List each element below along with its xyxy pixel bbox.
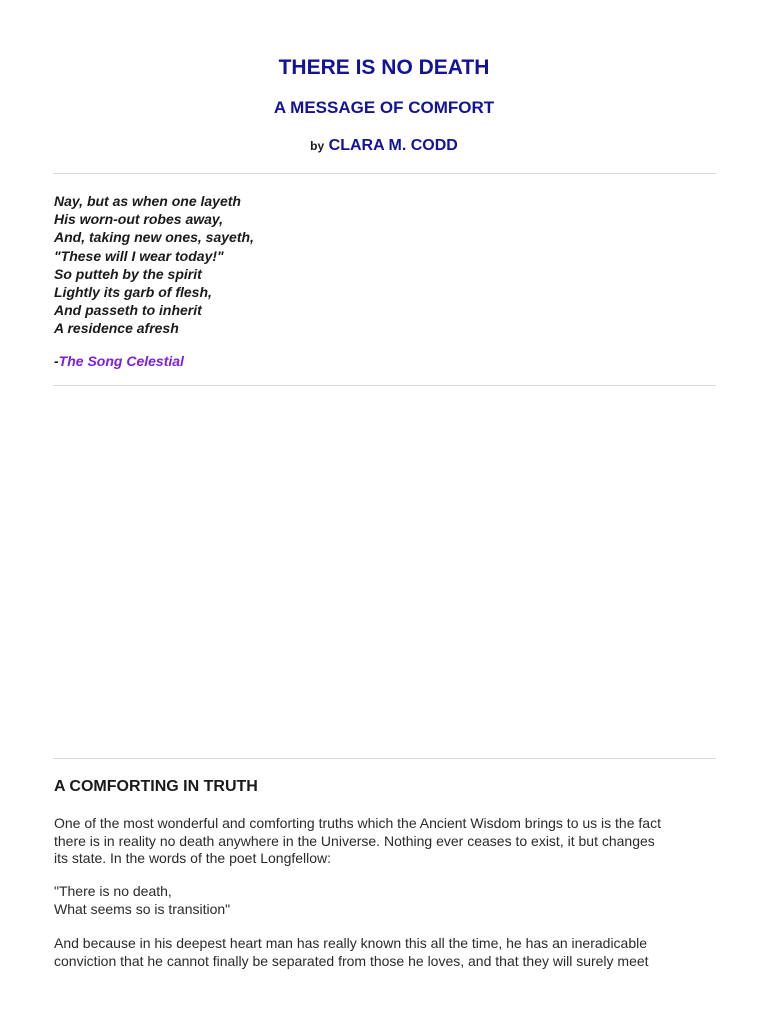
poem-line: His worn-out robes away, xyxy=(54,211,224,228)
poem-line: So putteh by the spirit xyxy=(54,265,202,282)
quote-line: What seems so is transition" xyxy=(54,900,231,917)
poem-line: Nay, but as when one layeth xyxy=(54,193,241,209)
divider-section xyxy=(53,758,716,759)
attribution-dash: - xyxy=(54,353,59,369)
byline xyxy=(0,137,768,155)
quote-block xyxy=(54,883,724,918)
byline-prefix: by xyxy=(310,139,325,153)
poem-line: Lightly its garb of flesh, xyxy=(54,284,212,301)
attribution-source: The Song Celestial xyxy=(58,353,184,369)
page-subtitle: A MESSAGE OF COMFORT xyxy=(273,98,495,117)
paragraph-line: there is in reality no death anywhere in the Universe. Nothing ever ceases to exist, it but changes xyxy=(54,832,655,849)
poem-line: A residence afresh xyxy=(54,320,179,337)
page-title: THERE IS NO DEATH xyxy=(278,56,490,79)
epigraph-poem xyxy=(54,192,254,338)
quote-line: "There is no death, xyxy=(54,883,172,899)
body-paragraph-2 xyxy=(54,935,724,970)
paragraph-line: And because in his deepest heart man has really known this all the time, he has an ineradicable xyxy=(54,935,648,951)
paragraph-line: conviction that he cannot finally be separated from those he loves, and that they will surely meet xyxy=(54,952,649,969)
poem-attribution xyxy=(54,353,184,369)
divider-middle xyxy=(53,385,716,386)
poem-line: And, taking new ones, sayeth, xyxy=(54,229,254,246)
divider-top xyxy=(53,173,716,174)
poem-line: And passeth to inherit xyxy=(54,302,202,319)
paragraph-line: One of the most wonderful and comforting truths which the Ancient Wisdom brings to us is the fact xyxy=(54,815,661,831)
paragraph-line: its state. In the words of the poet Longfellow: xyxy=(54,850,332,866)
author-name: CLARA M. CODD xyxy=(328,137,458,154)
body-paragraph-1 xyxy=(54,815,724,868)
section-heading: A COMFORTING IN TRUTH xyxy=(54,778,258,795)
poem-line: "These will I wear today!" xyxy=(54,247,224,264)
